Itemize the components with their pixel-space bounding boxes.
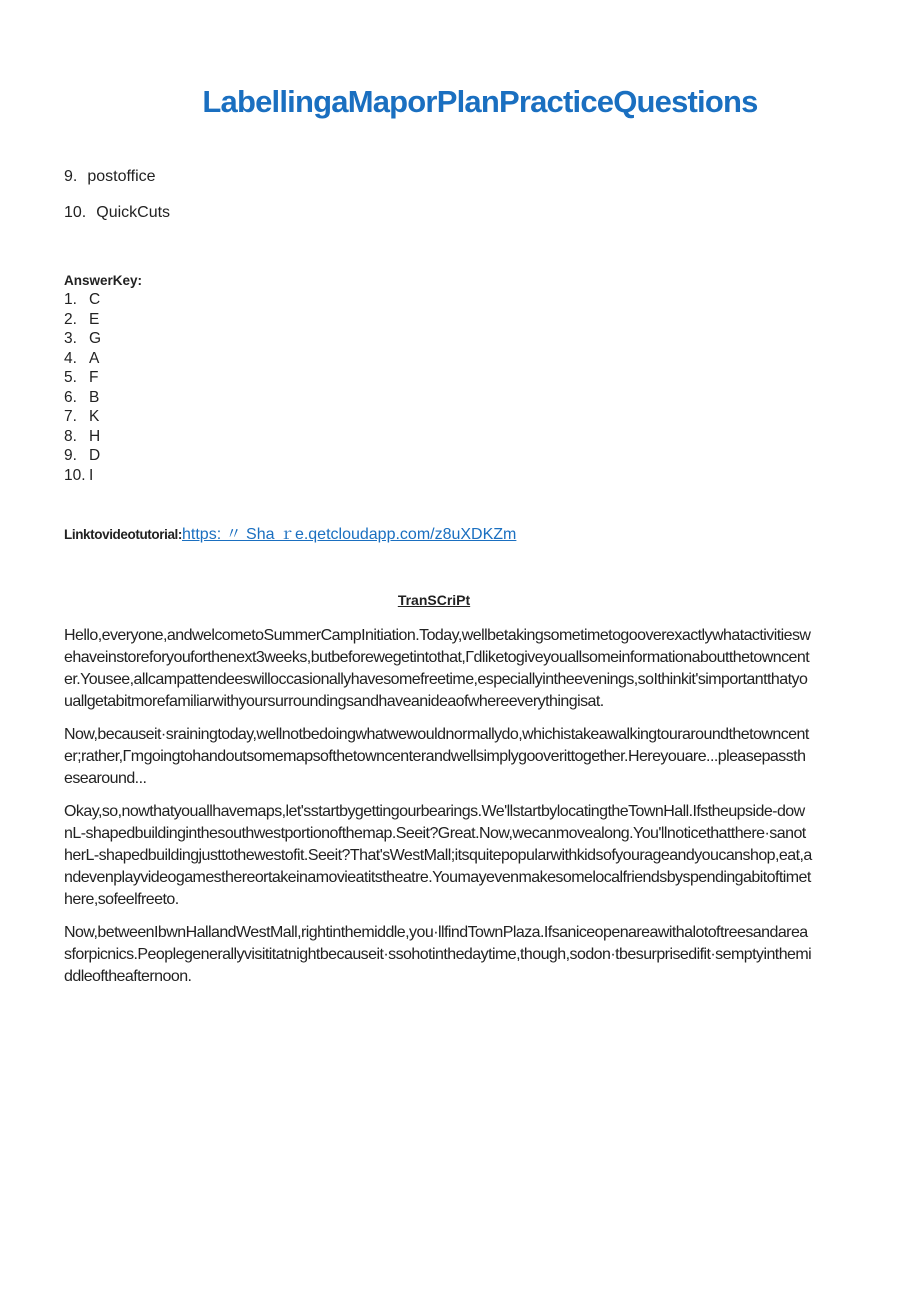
question-number: 9. [64, 168, 78, 185]
answer-key-item [64, 329, 101, 349]
transcript-body [64, 625, 812, 999]
answer-letter: I [89, 466, 94, 484]
transcript-paragraph: Now,becauseit·srainingtoday,wellnotbedoingwhatwewouldnormallydo,whichistakeawalkingtouraroundthetowncenter;rather,Γmgoingtohandoutsomemapsofthetowncenterandwellsimplygooverittogether.Hereyouare...pleasepassthesearound... [64, 726, 809, 787]
answer-number: 2. [64, 310, 77, 328]
answer-number: 10. [64, 466, 86, 484]
video-link-row [64, 521, 516, 544]
question-item [64, 168, 156, 186]
answer-letter: G [89, 330, 102, 347]
answer-letter: A [89, 349, 100, 367]
answer-letter: E [89, 310, 100, 328]
answer-key-item [64, 290, 101, 310]
answer-key-list [64, 290, 101, 485]
answer-letter: D [89, 447, 101, 464]
answer-number: 3. [64, 330, 77, 347]
video-link-label: Linktovideotutorial: [64, 527, 182, 542]
answer-number: 5. [64, 369, 77, 386]
answer-key-item [64, 466, 101, 486]
answer-key-item [64, 407, 101, 427]
answer-key-item [64, 388, 101, 408]
answer-key-item [64, 310, 101, 330]
answer-number: 8. [64, 427, 77, 445]
answer-number: 4. [64, 349, 77, 367]
transcript-heading: TranSCriPt [397, 592, 471, 608]
answer-letter: F [89, 369, 99, 386]
answer-number: 7. [64, 408, 77, 425]
answer-number: 9. [64, 447, 77, 464]
answer-key-item [64, 349, 101, 369]
answer-key-heading: AnswerKey: [64, 273, 143, 288]
answer-letter: C [89, 291, 101, 308]
question-number: 10. [64, 204, 87, 221]
answer-number: 1. [64, 291, 77, 308]
answer-letter: B [89, 388, 100, 406]
answer-key-item [64, 446, 101, 466]
video-tutorial-link[interactable]: https: 〃 Sha ｒe.qetcloudapp.com/z8uXDKZm [182, 526, 517, 543]
transcript-paragraph: Now,betweenIbwnHallandWestMall,rightinthemiddle,you·llfindTownPlaza.Ifsaniceopenareawithalotoftreesandareasforpicnics.Peoplegenerallyvisititatnightbecauseit·ssohotinthedaytime,though,sodon·tbesurprisedifit·semptyinthemiddleoftheafternoon. [64, 924, 812, 985]
question-item [64, 204, 170, 222]
question-label: postoffice [87, 168, 156, 185]
question-label: QuickCuts [96, 204, 171, 221]
transcript-paragraph: Hello,everyone,andwelcometoSummerCampInitiation.Today,wellbetakingsometimetogooverexactlywhatactivitieswehaveinstoreforyouforthenext3weeks,butbeforewegetintothat,Γdliketogiveyouallsomeinformationaboutthetowncenter.Yousee,allcampattendeeswilloccasionallyhavesomefreetime,especiallyintheevenings,soIthinkit'simportantthatyouallgetabitmorefamiliarwithyoursurroundingsandhaveanideaofwhereeverythingisat. [64, 627, 811, 710]
answer-number: 6. [64, 388, 77, 406]
answer-letter: H [89, 427, 101, 445]
answer-key-item [64, 427, 101, 447]
page-title: LabellingaMaporPlanPracticeQuestions [202, 84, 758, 119]
transcript-paragraph: Okay,so,nowthatyouallhavemaps,let'sstartbygettingourbearings.We'llstartbylocatingtheTownHall.Ifstheupside-downL-shapedbuildinginthesouthwestportionofthemap.Seeit?Great.Now,wecanmovealong.You'llnoticethatthere·sanotherL-shapedbuildingjusttothewestofit.Seeit?That'sWestMall;itsquitepopularwithkidsofyourageandyoucanshop,eat,andevenplayvideogamesthereortakeinamovieatitstheatre.Youmayevenmakesomelocalfriendsbyspendingabitoftimethere,sofeelfreeto. [64, 803, 812, 908]
answer-letter: K [89, 408, 100, 425]
answer-key-item [64, 368, 101, 388]
